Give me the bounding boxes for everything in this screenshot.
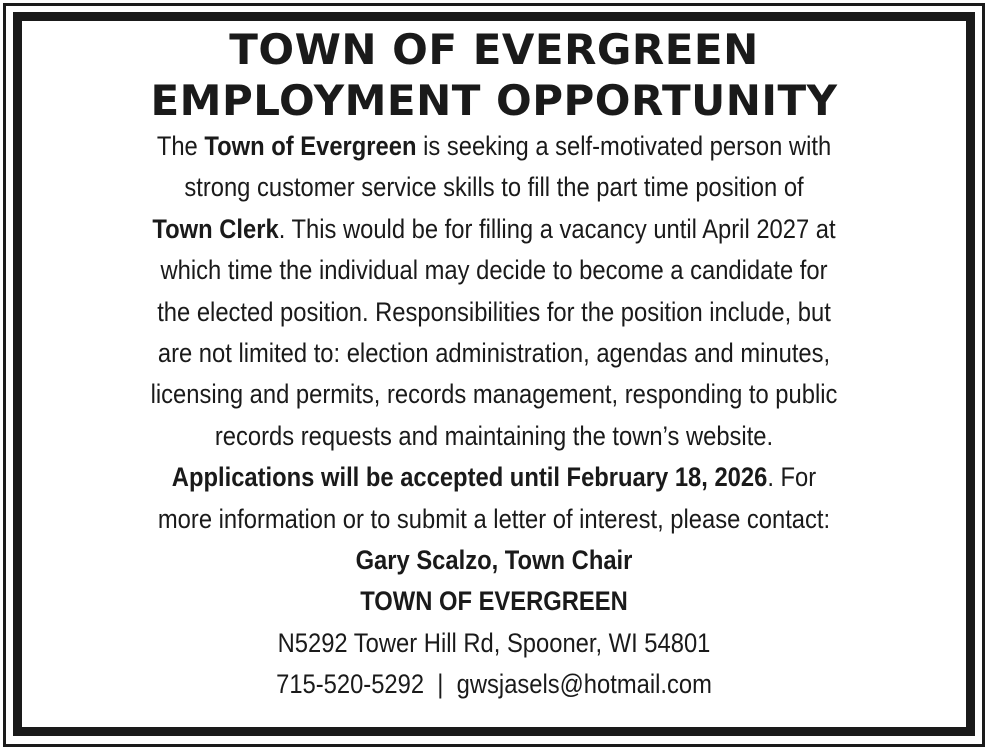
body-text-segment: . This would be for filling a vacancy until April 2027 at [278,213,836,244]
contact-separator: | [437,669,444,700]
contact-name-bold: Gary Scalzo, Town Chair [355,545,633,576]
deadline-line [79,457,910,498]
contact-name [79,540,910,581]
body-text-segment: The [156,131,205,161]
body-line-8: records requests and maintaining the town’s website. [214,420,774,451]
title-line-2: EMPLOYMENT OPPORTUNITY [150,76,838,125]
contact-email: gwsjasels@hotmail.com [456,669,712,700]
deadline-bold: Applications will be accepted until February 18, 2026 [171,462,768,493]
contact-address: N5292 Tower Hill Rd, Spooner, WI 54801 [277,627,711,658]
contact-intro-line: more information or to submit a letter of interest, please contact: [157,503,831,534]
ad-content [22,24,966,706]
body-line-2: strong customer service skills to fill the part time position of [184,172,804,203]
contact-phone-email [79,664,910,705]
contact-phone: 715-520-5292 [276,669,425,700]
body-line-4: which time the individual may decide to become a candidate for [160,255,828,286]
position-title-bold: Town Clerk [152,213,279,244]
contact-org-bold: TOWN OF EVERGREEN [360,586,628,617]
body-line-7: licensing and permits, records management, responding to public [150,379,838,410]
body-text-segment: is seeking a self-motivated person with [416,131,832,161]
body-line-5: the elected position. Responsibilities for the position include, but [157,296,831,327]
body-line-3 [79,209,910,250]
title-line-1: TOWN OF EVERGREEN [229,25,759,74]
body-line-6: are not limited to: election administration, agendas and minutes, [157,338,831,369]
body-line-1 [79,126,910,167]
ad-title [22,24,966,126]
ad-body [79,126,910,706]
contact-org [79,581,910,622]
town-name-bold: Town of Evergreen [204,131,417,161]
body-text-segment: . For [767,462,817,493]
